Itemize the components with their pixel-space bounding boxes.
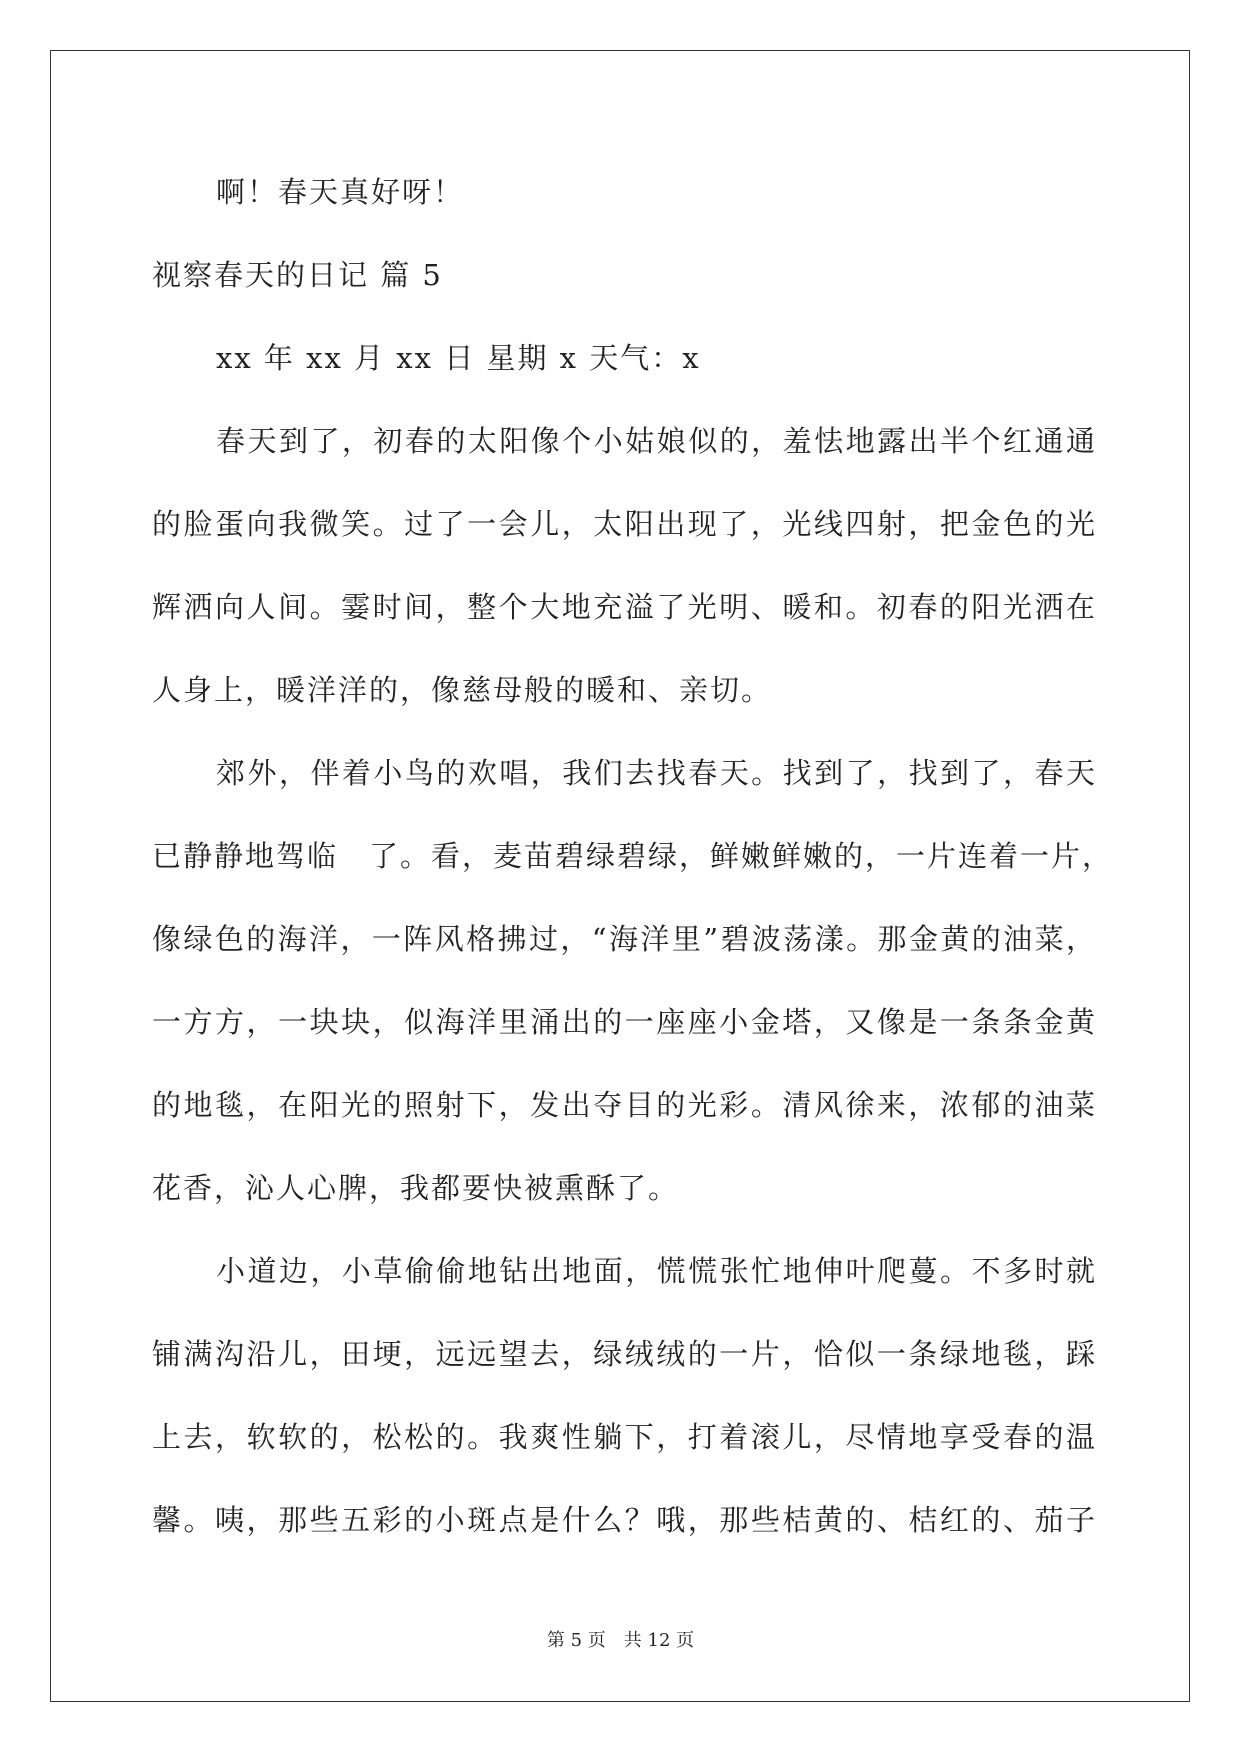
paragraph-line: 馨。咦，那些五彩的小斑点是什么？哦，那些桔黄的、桔红的、茄子 [152, 1503, 1097, 1537]
paragraph-line: 的脸蛋向我微笑。过了一会儿，太阳出现了，光线四射，把金色的光 [152, 507, 1097, 541]
diary-date-line: xx 年 xx 月 xx 日 星期 x 天气：x [216, 341, 701, 375]
paragraph-line: 的地毯，在阳光的照射下，发出夺目的光彩。清风徐来，浓郁的油菜 [152, 1088, 1097, 1122]
paragraph-line: 花香，沁人心脾，我都要快被熏酥了。 [152, 1171, 680, 1205]
section-heading: 视察春天的日记 篇 5 [152, 258, 443, 292]
paragraph-line: 辉洒向人间。霎时间，整个大地充溢了光明、暖和。初春的阳光洒在 [152, 590, 1097, 624]
paragraph-line: 人身上，暖洋洋的，像慈母般的暖和、亲切。 [152, 673, 773, 707]
paragraph-line: 一方方，一块块，似海洋里涌出的一座座小金塔，又像是一条条金黄 [152, 1005, 1097, 1039]
paragraph-closing: 啊！春天真好呀！ [216, 175, 465, 209]
paragraph-line: 已静静地驾临 了。看，麦苗碧绿碧绿，鲜嫩鲜嫩的，一片连着一片， [152, 839, 1114, 873]
paragraph-line: 铺满沟沿儿，田埂，远远望去，绿绒绒的一片，恰似一条绿地毯，踩 [152, 1337, 1097, 1371]
paragraph-line: 上去，软软的，松松的。我爽性躺下，打着滚儿，尽情地享受春的温 [152, 1420, 1097, 1454]
paragraph-line: 小道边，小草偷偷地钻出地面，慌慌张忙地伸叶爬蔓。不多时就 [216, 1254, 1097, 1288]
paragraph-line: 郊外，伴着小鸟的欢唱，我们去找春天。找到了，找到了，春天 [216, 756, 1097, 790]
paragraph-line: 春天到了，初春的太阳像个小姑娘似的，羞怯地露出半个红通通 [216, 424, 1097, 458]
page-number: 第 5 页 共 12 页 [546, 1630, 695, 1651]
page-border [50, 50, 1190, 1702]
paragraph-line: 像绿色的海洋，一阵风格拂过，“海洋里”碧波荡漾。那金黄的油菜， [152, 922, 1097, 956]
